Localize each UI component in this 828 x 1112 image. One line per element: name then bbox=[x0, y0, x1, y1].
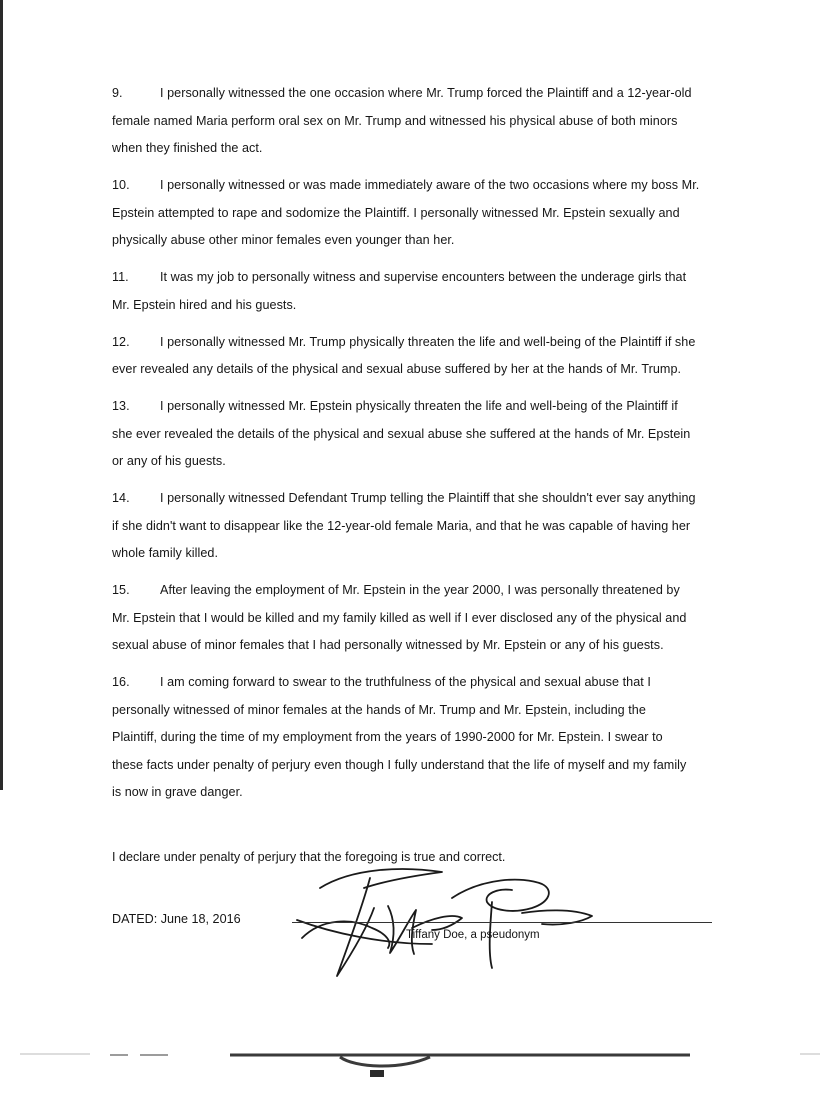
numbered-paragraph bbox=[112, 264, 752, 319]
paragraph-text: It was my job to personally witness and supervise encounters between the underage girls that bbox=[160, 270, 687, 284]
paragraph-text: I personally witnessed or was made immediately aware of the two occasions where my boss Mr. bbox=[160, 178, 700, 192]
paragraph-text: is now in grave danger. bbox=[112, 785, 243, 799]
paragraph-line bbox=[112, 356, 752, 384]
signatory-name: Tiffany Doe, a pseudonym bbox=[406, 929, 540, 941]
paragraph-line bbox=[112, 724, 752, 752]
paragraph-text: Mr. Epstein that I would be killed and my family killed as well if I ever disclosed any of the physical and bbox=[112, 610, 687, 625]
paragraph-text: she ever revealed the details of the physical and sexual abuse she suffered at the hands of Mr. Epstein bbox=[112, 426, 691, 441]
paragraph-line bbox=[112, 577, 752, 605]
paragraph-text: Mr. Epstein hired and his guests. bbox=[112, 297, 297, 312]
paragraph-list bbox=[112, 80, 752, 816]
paragraph-line bbox=[112, 605, 752, 633]
paragraph-line bbox=[112, 632, 752, 660]
paragraph-number: 13. bbox=[112, 399, 130, 413]
paragraph-text: I personally witnessed Mr. Epstein physically threaten the life and well-being of the Plaintiff if bbox=[160, 399, 678, 413]
paragraph-number: 14. bbox=[112, 491, 130, 505]
paragraph-line bbox=[112, 264, 752, 292]
paragraph-text: After leaving the employment of Mr. Epstein in the year 2000, I was personally threatened by bbox=[160, 583, 680, 597]
paragraph-text: or any of his guests. bbox=[112, 454, 226, 468]
paragraph-line bbox=[112, 393, 752, 421]
paragraph-line bbox=[112, 752, 752, 780]
paragraph-line bbox=[112, 513, 752, 541]
paragraph-line bbox=[112, 779, 752, 807]
paragraph-text: I personally witnessed the one occasion where Mr. Trump forced the Plaintiff and a 12-year-old bbox=[160, 86, 692, 100]
paragraph-line bbox=[112, 292, 752, 320]
paragraph-text: physically abuse other minor females even younger than her. bbox=[112, 233, 455, 247]
handwritten-signature bbox=[292, 858, 622, 983]
paragraph-number: 16. bbox=[112, 675, 130, 689]
paragraph-line bbox=[112, 448, 752, 476]
paragraph-text: whole family killed. bbox=[112, 546, 218, 560]
paragraph-text: if she didn't want to disappear like the 12-year-old female Maria, and that he was capable of having her bbox=[112, 518, 691, 533]
scan-bottom-artifacts bbox=[0, 1040, 828, 1100]
paragraph-number: 10. bbox=[112, 178, 130, 192]
paragraph-number: 11. bbox=[112, 270, 129, 284]
paragraph-text: female named Maria perform oral sex on Mr. Trump and witnessed his physical abuse of both minors bbox=[112, 113, 678, 128]
dated-line: DATED: June 18, 2016 bbox=[112, 912, 241, 926]
paragraph-text: ever revealed any details of the physical and sexual abuse suffered by her at the hands of Mr. Trump. bbox=[112, 362, 682, 376]
declaration-statement: I declare under penalty of perjury that the foregoing is true and correct. bbox=[112, 850, 506, 864]
paragraph-text: when they finished the act. bbox=[112, 141, 263, 155]
paragraph-line bbox=[112, 669, 752, 697]
numbered-paragraph bbox=[112, 669, 752, 807]
paragraph-line bbox=[112, 485, 752, 513]
paragraph-line bbox=[112, 80, 752, 108]
paragraph-number: 9. bbox=[112, 86, 123, 100]
paragraph-line bbox=[112, 172, 752, 200]
numbered-paragraph bbox=[112, 577, 752, 660]
numbered-paragraph bbox=[112, 329, 752, 384]
numbered-paragraph bbox=[112, 172, 752, 255]
paragraph-text: I personally witnessed Mr. Trump physically threaten the life and well-being of the Plaintiff if she bbox=[160, 334, 696, 349]
paragraph-text: I personally witnessed Defendant Trump telling the Plaintiff that she shouldn't ever say anything bbox=[160, 491, 696, 505]
numbered-paragraph bbox=[112, 485, 752, 568]
paragraph-text: I am coming forward to swear to the truthfulness of the physical and sexual abuse that I bbox=[160, 675, 651, 689]
signature-line bbox=[292, 922, 712, 923]
numbered-paragraph bbox=[112, 80, 752, 163]
paragraph-line bbox=[112, 200, 752, 228]
paragraph-line bbox=[112, 135, 752, 163]
paragraph-line bbox=[112, 227, 752, 255]
paragraph-text: Epstein attempted to rape and sodomize the Plaintiff. I personally witnessed Mr. Epstein sexually and bbox=[112, 205, 680, 220]
paragraph-text: these facts under penalty of perjury even though I fully understand that the life of myself and my family bbox=[112, 757, 687, 772]
paragraph-text: Plaintiff, during the time of my employment from the years of 1990-2000 for Mr. Epstein. I swear to bbox=[112, 730, 663, 744]
paragraph-text: personally witnessed of minor females at the hands of Mr. Trump and Mr. Epstein, including the bbox=[112, 702, 646, 717]
scan-left-edge bbox=[0, 0, 3, 790]
paragraph-line bbox=[112, 421, 752, 449]
paragraph-text: sexual abuse of minor females that I had personally witnessed by Mr. Epstein or any of his guests. bbox=[112, 638, 664, 652]
paragraph-line bbox=[112, 329, 752, 357]
paragraph-number: 12. bbox=[112, 334, 130, 349]
paragraph-line bbox=[112, 540, 752, 568]
numbered-paragraph bbox=[112, 393, 752, 476]
paragraph-number: 15. bbox=[112, 583, 130, 597]
paragraph-line bbox=[112, 108, 752, 136]
paragraph-line bbox=[112, 697, 752, 725]
